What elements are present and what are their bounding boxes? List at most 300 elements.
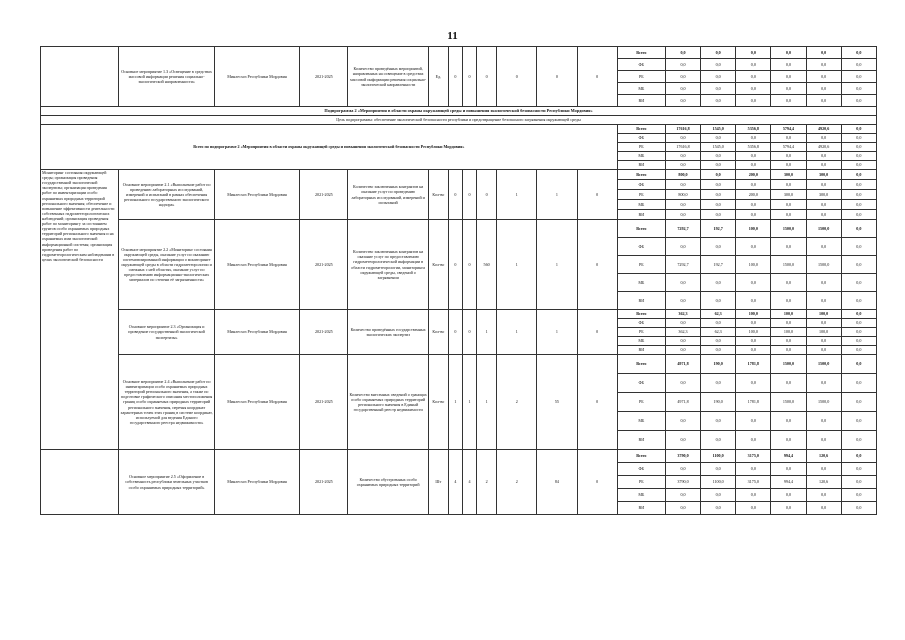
fin-value: 0,0 [841, 502, 876, 515]
fin-value: 0,0 [806, 59, 841, 71]
fin-value: 4920,6 [806, 125, 841, 134]
indicator-value: 0 [577, 355, 617, 450]
measure-name: Основное мероприятие 1.3 «Освещение в средствах массовой информации решения социально-экологической направленности» [119, 47, 214, 107]
measure-unit: Кол-во [428, 355, 448, 450]
fin-value: 0,0 [701, 319, 736, 328]
fin-value: 0,0 [771, 47, 806, 59]
fin-source: МБ [617, 412, 665, 431]
fin-value: 5356,8 [736, 143, 771, 152]
fin-value: 0,0 [771, 412, 806, 431]
measure-indicator: Количество внесенных сведений о границах особо охраняемых природных территорий регионального значения в Единый государственный реестр недвижимости [348, 355, 428, 450]
fin-value: 0,0 [806, 152, 841, 161]
indicator-value: 0 [462, 170, 476, 220]
fin-source: ВИ [617, 210, 665, 220]
fin-value: 100,0 [806, 310, 841, 319]
fin-value: 100,0 [736, 256, 771, 274]
fin-source: РБ [617, 256, 665, 274]
indicator-value: 0 [448, 220, 462, 310]
fin-source: ФБ [617, 374, 665, 393]
indicator-value: 0 [462, 310, 476, 355]
fin-value: 1500,0 [806, 355, 841, 374]
fin-value: 100,0 [736, 328, 771, 337]
fin-source: Всего [617, 310, 665, 319]
fin-value: 0,0 [665, 463, 700, 476]
fin-value: 1500,0 [771, 355, 806, 374]
subprogram-total-label: Всего по подпрограмме 2 «Мероприятия в области охраны окружающей среды и повышения экологической безопасности Республики Мордовия» [41, 125, 618, 170]
fin-value: 800,0 [665, 170, 700, 180]
table-row [41, 355, 877, 374]
fin-source: ВИ [617, 502, 665, 515]
indicator-value: 560 [477, 220, 497, 310]
fin-value: 0,0 [806, 161, 841, 170]
fin-value: 5794,4 [771, 143, 806, 152]
fin-value: 0,0 [736, 134, 771, 143]
fin-value: 0,0 [701, 190, 736, 200]
indicator-value: 4 [462, 450, 476, 515]
fin-value: 0,0 [841, 450, 876, 463]
indicator-value: 84 [537, 450, 577, 515]
fin-value: 100,0 [736, 310, 771, 319]
fin-value: 994,4 [771, 450, 806, 463]
fin-value: 4920,6 [806, 143, 841, 152]
fin-value: 3175,0 [736, 450, 771, 463]
indicator-value: 1 [477, 355, 497, 450]
fin-value: 0,0 [701, 238, 736, 256]
fin-value: 200,0 [736, 170, 771, 180]
fin-value: 0,0 [771, 502, 806, 515]
fin-value: 3790,0 [665, 450, 700, 463]
measure-indicator: Количество проведённых государственных экологических экспертиз [348, 310, 428, 355]
fin-value: 0,0 [771, 180, 806, 190]
fin-source: ФБ [617, 134, 665, 143]
fin-value: 0,0 [701, 292, 736, 310]
fin-value: 0,0 [841, 125, 876, 134]
indicator-value: 0 [462, 220, 476, 310]
fin-value: 994,4 [771, 476, 806, 489]
fin-value: 0,0 [771, 59, 806, 71]
fin-source: РБ [617, 190, 665, 200]
fin-value: 0,0 [806, 374, 841, 393]
fin-value: 0,0 [665, 489, 700, 502]
fin-source: ВИ [617, 431, 665, 450]
indicator-value: 2 [497, 450, 537, 515]
fin-value: 0,0 [771, 489, 806, 502]
measure-period: 2021-2025 [300, 355, 348, 450]
fin-value: 0,0 [665, 292, 700, 310]
fin-value: 192,7 [701, 256, 736, 274]
fin-value: 0,0 [701, 170, 736, 180]
fin-value: 0,0 [736, 161, 771, 170]
fin-value: 0,0 [701, 274, 736, 292]
fin-value: 0,0 [841, 161, 876, 170]
fin-value: 0,0 [841, 346, 876, 355]
fin-value: 0,0 [806, 47, 841, 59]
fin-value: 0,0 [665, 161, 700, 170]
fin-source: ВИ [617, 95, 665, 107]
measure-name: Основное мероприятие 2.4 «Выполнение работ по инвентаризации особо охраняемых природных территорий регионального значения, а также по подготовке графического описания местоположения границ особо охраняемых природных территорий регионального значения, перечня координат характерных точек этих границ в системе координат, используемой для ведения Единого государственного реестра недвижимости» [119, 355, 214, 450]
measure-name: Основное мероприятие 2.5 «Оформление в собственность республики земельных участков особо охраняемых природных территорий» [119, 450, 214, 515]
fin-source: Всего [617, 450, 665, 463]
fin-value: 0,0 [665, 134, 700, 143]
fin-value: 0,0 [736, 59, 771, 71]
measure-period: 2021-2025 [300, 47, 348, 107]
fin-value: 0,0 [771, 134, 806, 143]
fin-value: 0,0 [736, 489, 771, 502]
fin-value: 0,0 [806, 412, 841, 431]
fin-source: Всего [617, 220, 665, 238]
indicator-value: 1 [537, 170, 577, 220]
fin-value: 0,0 [841, 95, 876, 107]
fin-value: 0,0 [771, 238, 806, 256]
fin-value: 100,0 [771, 328, 806, 337]
fin-value: 0,0 [701, 374, 736, 393]
indicator-value: 0 [462, 47, 476, 107]
fin-value: 0,0 [806, 200, 841, 210]
fin-value: 0,0 [736, 71, 771, 83]
fin-value: 0,0 [736, 180, 771, 190]
indicator-value: 0 [497, 47, 537, 107]
subprogram-goal: Цель подпрограммы: обеспечение экологической безопасности республики и предотвращение безопасного загрязнения окружающей среды [41, 116, 877, 125]
indicator-value: 1 [537, 310, 577, 355]
task-description: Мониторинг состояния окружающей среды; организация проведения государственной экологической экспертизы; организация проведения работ по инвентаризации особо охраняемых природных территорий регионального значения; обеспечение и повышение эффективности деятельности собственных гидрометеорологических наблюдений; организация проведения работ по мониторингу за состоянием грунтов особо охраняемых природных территорий регионального значения и на охраняемых ими экологической информационной системы; организация проведения работ по гидрометеорологическим наблюдениям в целях экологической безопасности [41, 170, 119, 450]
empty-cell [41, 47, 119, 107]
indicator-value: 2 [497, 355, 537, 450]
fin-value: 100,0 [806, 328, 841, 337]
fin-value: 0,0 [841, 210, 876, 220]
fin-source: ФБ [617, 238, 665, 256]
fin-value: 0,0 [736, 412, 771, 431]
fin-source: ФБ [617, 463, 665, 476]
fin-value: 0,0 [806, 83, 841, 95]
fin-value: 0,0 [701, 161, 736, 170]
fin-value: 0,0 [806, 210, 841, 220]
measure-unit: Кол-во [428, 310, 448, 355]
fin-value: 0,0 [771, 71, 806, 83]
empty-cell [41, 450, 119, 515]
fin-value: 0,0 [736, 319, 771, 328]
fin-value: 0,0 [806, 71, 841, 83]
indicator-value: 0 [577, 170, 617, 220]
fin-value: 1545,0 [701, 143, 736, 152]
fin-value: 0,0 [806, 274, 841, 292]
fin-value: 100,0 [736, 220, 771, 238]
measure-indicator: Количество заключенных контрактов на оказание услуг по предоставлению гидрометеорологической информации в области гидрометеорологии, мониторинга окружающей среды, сведений о загрязнении [348, 220, 428, 310]
indicator-value: 55 [537, 355, 577, 450]
fin-source: ВИ [617, 292, 665, 310]
fin-value: 0,0 [806, 463, 841, 476]
fin-value: 0,0 [701, 412, 736, 431]
fin-source: РБ [617, 393, 665, 412]
fin-value: 0,0 [736, 274, 771, 292]
measure-unit: Ед. [428, 47, 448, 107]
fin-value: 0,0 [841, 71, 876, 83]
measure-period: 2021-2025 [300, 170, 348, 220]
fin-value: 0,0 [701, 463, 736, 476]
fin-source: РБ [617, 328, 665, 337]
measure-unit: Шт [428, 450, 448, 515]
fin-value: 0,0 [841, 220, 876, 238]
measure-period: 2021-2025 [300, 450, 348, 515]
fin-value: 0,0 [841, 489, 876, 502]
fin-value: 0,0 [736, 238, 771, 256]
fin-value: 0,0 [841, 412, 876, 431]
table-row [41, 220, 877, 238]
fin-value: 1500,0 [806, 256, 841, 274]
fin-value: 0,0 [665, 337, 700, 346]
fin-value: 0,0 [736, 210, 771, 220]
measure-executor: Минлесхоз Республики Мордовия [214, 47, 299, 107]
indicator-value: 2 [477, 450, 497, 515]
fin-value: 0,0 [665, 374, 700, 393]
fin-value: 0,0 [665, 319, 700, 328]
fin-value: 0,0 [665, 47, 700, 59]
fin-value: 0,0 [665, 200, 700, 210]
measure-executor: Минлесхоз Республики Мордовия [214, 355, 299, 450]
fin-value: 0,0 [665, 210, 700, 220]
fin-value: 1500,0 [806, 393, 841, 412]
fin-value: 300,0 [771, 190, 806, 200]
fin-value: 0,0 [841, 152, 876, 161]
fin-value: 0,0 [771, 319, 806, 328]
fin-value: 0,0 [771, 200, 806, 210]
fin-value: 0,0 [736, 463, 771, 476]
table-row [41, 116, 877, 125]
fin-value: 0,0 [701, 71, 736, 83]
fin-value: 0,0 [701, 489, 736, 502]
fin-value: 0,0 [806, 180, 841, 190]
program-table [40, 46, 877, 515]
fin-value: 0,0 [665, 346, 700, 355]
fin-value: 0,0 [841, 355, 876, 374]
fin-value: 0,0 [665, 59, 700, 71]
fin-value: 1500,0 [771, 220, 806, 238]
fin-value: 0,0 [771, 161, 806, 170]
fin-value: 0,0 [701, 502, 736, 515]
fin-source: ВИ [617, 346, 665, 355]
fin-value: 100,0 [771, 310, 806, 319]
fin-source: МБ [617, 152, 665, 161]
fin-source: ФБ [617, 180, 665, 190]
fin-value: 0,0 [806, 134, 841, 143]
fin-value: 0,0 [806, 319, 841, 328]
fin-value: 0,0 [771, 274, 806, 292]
fin-value: 0,0 [701, 134, 736, 143]
fin-value: 0,0 [665, 152, 700, 161]
indicator-value: 0 [537, 47, 577, 107]
fin-source: МБ [617, 489, 665, 502]
fin-value: 17616,8 [665, 143, 700, 152]
fin-value: 0,0 [665, 502, 700, 515]
fin-source: РБ [617, 476, 665, 489]
fin-value: 5356,8 [736, 125, 771, 134]
fin-value: 0,0 [701, 152, 736, 161]
fin-value: 0,0 [806, 431, 841, 450]
fin-value: 0,0 [841, 463, 876, 476]
fin-source: РБ [617, 143, 665, 152]
fin-value: 1500,0 [771, 393, 806, 412]
table-row [41, 125, 877, 134]
fin-value: 0,0 [771, 95, 806, 107]
indicator-value: 0 [577, 450, 617, 515]
fin-value: 0,0 [841, 47, 876, 59]
table-row [41, 450, 877, 463]
fin-value: 0,0 [841, 393, 876, 412]
indicator-value: 4 [448, 450, 462, 515]
fin-value: 0,0 [736, 292, 771, 310]
fin-value: 0,0 [665, 95, 700, 107]
indicator-value: 1 [497, 220, 537, 310]
fin-value: 0,0 [736, 337, 771, 346]
measure-executor: Минлесхоз Республики Мордовия [214, 170, 299, 220]
fin-value: 0,0 [841, 180, 876, 190]
fin-value: 3790,0 [665, 476, 700, 489]
fin-value: 0,0 [841, 374, 876, 393]
indicator-value: 0 [448, 170, 462, 220]
fin-value: 0,0 [771, 292, 806, 310]
fin-value: 0,0 [841, 476, 876, 489]
fin-value: 0,0 [806, 238, 841, 256]
fin-value: 0,0 [806, 346, 841, 355]
fin-value: 62,3 [701, 310, 736, 319]
fin-value: 0,0 [771, 83, 806, 95]
fin-source: РБ [617, 71, 665, 83]
fin-source: Всего [617, 170, 665, 180]
fin-value: 0,0 [806, 292, 841, 310]
fin-value: 0,0 [701, 200, 736, 210]
measure-name: Основное мероприятие 2.3 «Организация и проведение государственной экологической экспертизы» [119, 310, 214, 355]
fin-value: 1781,8 [736, 355, 771, 374]
fin-value: 0,0 [665, 412, 700, 431]
fin-value: 0,0 [701, 59, 736, 71]
fin-value: 0,0 [806, 502, 841, 515]
fin-value: 0,0 [771, 374, 806, 393]
fin-value: 4971,8 [665, 393, 700, 412]
table-row [41, 310, 877, 319]
fin-value: 0,0 [841, 134, 876, 143]
fin-value: 0,0 [841, 256, 876, 274]
measure-unit: Кол-во [428, 220, 448, 310]
fin-value: 0,0 [806, 489, 841, 502]
fin-value: 190,0 [701, 355, 736, 374]
fin-source: МБ [617, 200, 665, 210]
table-row [41, 170, 877, 180]
fin-value: 0,0 [701, 95, 736, 107]
fin-value: 0,0 [841, 431, 876, 450]
fin-value: 0,0 [841, 319, 876, 328]
fin-value: 190,0 [701, 393, 736, 412]
fin-value: 200,0 [736, 190, 771, 200]
measure-indicator: Количество заключенных контрактов на оказание услуг по проведению лабораторных исследований, измерений и испытаний [348, 170, 428, 220]
fin-value: 300,0 [806, 170, 841, 180]
fin-source: МБ [617, 274, 665, 292]
page-number: 11 [447, 30, 458, 42]
measure-executor: Минлесхоз Республики Мордовия [214, 450, 299, 515]
fin-value: 7292,7 [665, 220, 700, 238]
indicator-value: 1 [497, 310, 537, 355]
fin-value: 0,0 [771, 152, 806, 161]
fin-value: 0,0 [806, 337, 841, 346]
measure-indicator: Количество проведённых мероприятий, направленных на освещение в средствах массовой информации решения социально-экологической направленности [348, 47, 428, 107]
fin-value: 800,0 [665, 190, 700, 200]
measure-executor: Минлесхоз Республики Мордовия [214, 220, 299, 310]
indicator-value: 0 [577, 310, 617, 355]
fin-value: 0,0 [701, 47, 736, 59]
fin-value: 1100,0 [701, 476, 736, 489]
fin-value: 4971,8 [665, 355, 700, 374]
fin-value: 120,6 [806, 450, 841, 463]
fin-value: 0,0 [665, 71, 700, 83]
table-row [41, 107, 877, 116]
fin-value: 300,0 [806, 190, 841, 200]
fin-value: 0,0 [665, 238, 700, 256]
fin-value: 0,0 [841, 292, 876, 310]
fin-value: 62,3 [701, 328, 736, 337]
fin-value: 0,0 [736, 152, 771, 161]
fin-value: 1500,0 [806, 220, 841, 238]
fin-source: ФБ [617, 319, 665, 328]
fin-value: 0,0 [841, 238, 876, 256]
indicator-value: 1 [477, 310, 497, 355]
measure-name: Основное мероприятие 2.2 «Мониторинг состояния окружающей среды, оказание услуг по оказанию систематизированной информации о мониторинге окружающей среды в области гидрометеорологии и смежных с ней областях, оказание услуг по предоставлению информационно-экологических материалов по степени её загрязненности» [119, 220, 214, 310]
measure-name: Основное мероприятие 2.1 «Выполнение работ по проведению лабораторных исследований, измерений и испытаний в рамках обеспечения регионального государственного экологического надзора» [119, 170, 214, 220]
fin-value: 0,0 [771, 431, 806, 450]
fin-value: 7292,7 [665, 256, 700, 274]
fin-value: 0,0 [701, 346, 736, 355]
fin-value: 5794,4 [771, 125, 806, 134]
fin-value: 0,0 [701, 83, 736, 95]
fin-value: 362,3 [665, 328, 700, 337]
fin-value: 0,0 [841, 337, 876, 346]
fin-source: ФБ [617, 59, 665, 71]
measure-unit: Кол-во [428, 170, 448, 220]
fin-source: Всего [617, 355, 665, 374]
measure-executor: Минлесхоз Республики Мордовия [214, 310, 299, 355]
fin-value: 0,0 [841, 310, 876, 319]
fin-value: 0,0 [701, 431, 736, 450]
fin-value: 0,0 [736, 200, 771, 210]
fin-value: 0,0 [841, 83, 876, 95]
fin-value: 0,0 [771, 337, 806, 346]
fin-source: ВИ [617, 161, 665, 170]
fin-value: 0,0 [665, 431, 700, 450]
fin-value: 0,0 [841, 200, 876, 210]
indicator-value: 0 [448, 310, 462, 355]
fin-value: 0,0 [736, 346, 771, 355]
table-row [41, 47, 877, 59]
fin-source: МБ [617, 337, 665, 346]
fin-value: 0,0 [806, 95, 841, 107]
fin-value: 0,0 [841, 143, 876, 152]
fin-value: 0,0 [771, 210, 806, 220]
fin-value: 0,0 [841, 328, 876, 337]
fin-value: 0,0 [736, 95, 771, 107]
fin-value: 0,0 [665, 180, 700, 190]
fin-source: Всего [617, 47, 665, 59]
fin-value: 0,0 [736, 47, 771, 59]
fin-value: 0,0 [771, 463, 806, 476]
fin-value: 0,0 [841, 274, 876, 292]
fin-value: 0,0 [665, 83, 700, 95]
fin-value: 300,0 [771, 170, 806, 180]
fin-value: 120,6 [806, 476, 841, 489]
fin-value: 17616,8 [665, 125, 700, 134]
indicator-value: 1 [462, 355, 476, 450]
indicator-value: 1 [497, 170, 537, 220]
fin-value: 0,0 [841, 59, 876, 71]
fin-value: 0,0 [701, 337, 736, 346]
fin-value: 1100,0 [701, 450, 736, 463]
indicator-value: 0 [477, 47, 497, 107]
